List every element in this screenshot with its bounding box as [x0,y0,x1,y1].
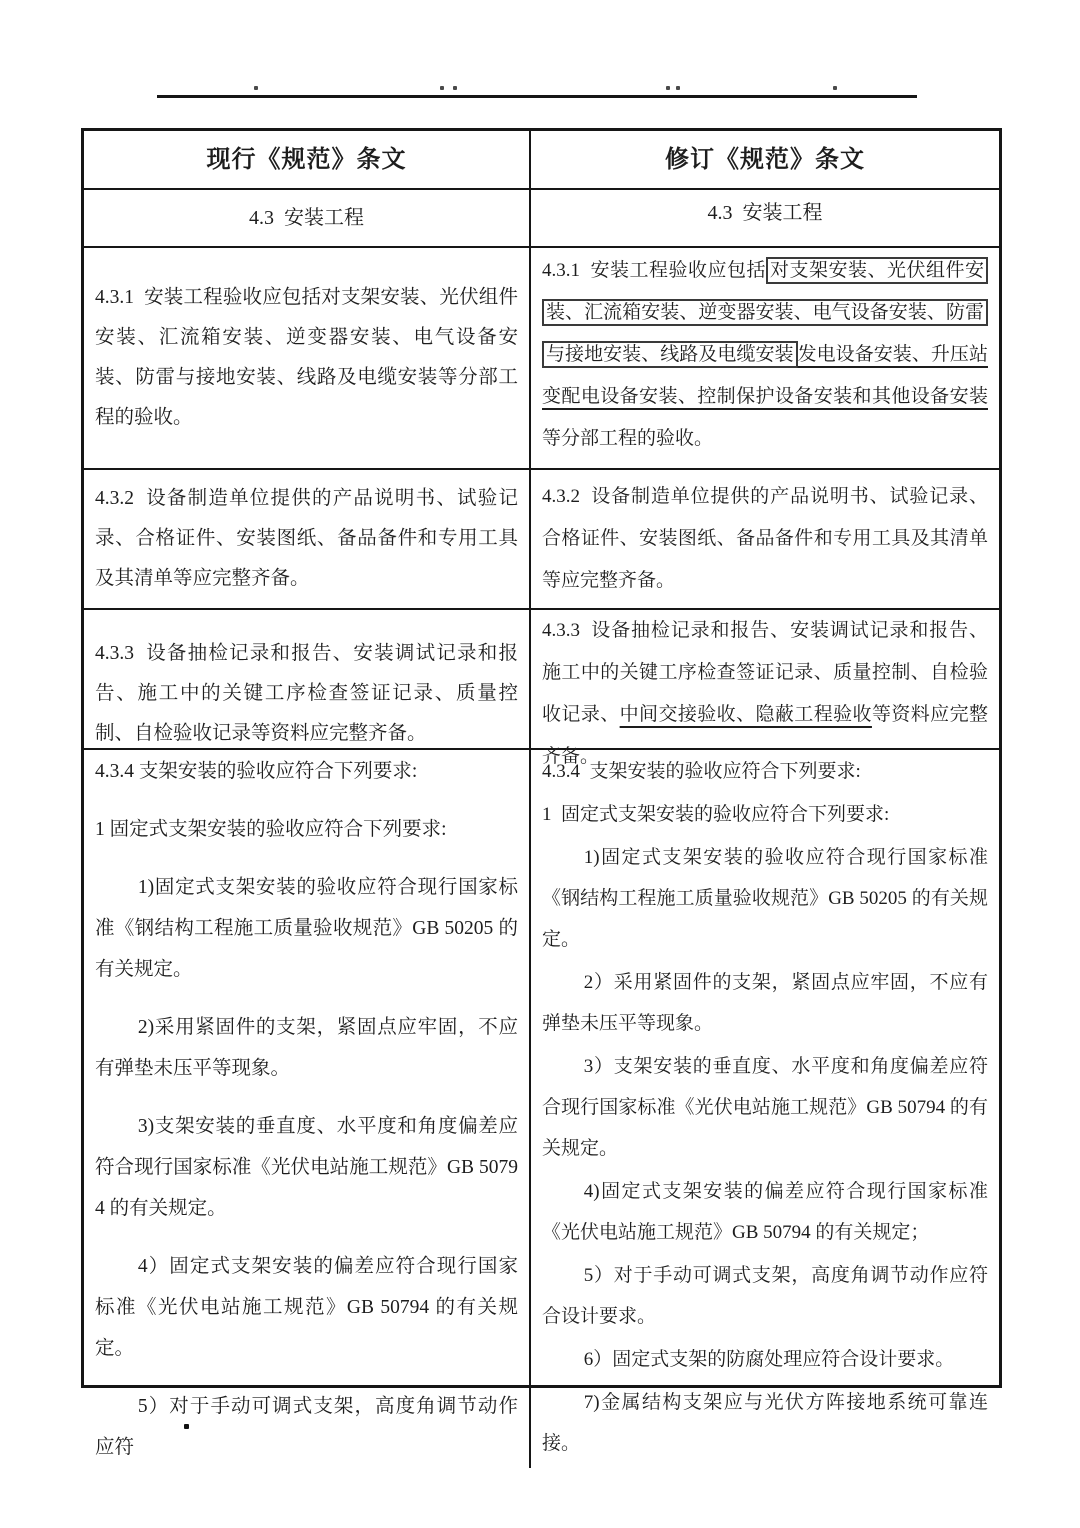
text-segment: 4.3.2 设备制造单位提供的产品说明书、试验记录、合格证件、安装图纸、备品备件和专用工具及其清单等应完整齐备。 [95,488,518,589]
text-segment: 6）固定式支架的防腐处理应符合设计要求。 [583,1349,955,1370]
header-mark [833,86,837,90]
cell-r434-revised [531,750,999,1468]
paragraph [95,867,518,990]
paragraph [542,1046,988,1169]
text-segment: 等分部工程的验收。 [542,428,714,449]
paragraph [542,751,988,792]
section-row [84,190,999,248]
text-segment: 4.3.1 安装工程验收应包括对支架安装、光伏组件安装、汇流箱安装、逆变器安装、电气设备安装、防雷与接地安装、线路及电缆安装等分部工程的验收。 [95,287,518,428]
header-cell-revised: 修订《规范》条文 [665,146,865,173]
paragraph [95,1106,518,1229]
top-rule [157,95,917,98]
paragraph [95,1007,518,1089]
text-segment: 7)金属结构支架应与光伏方阵接地系统可靠连接。 [542,1392,988,1454]
footer-dot [184,1424,189,1429]
text-segment: 3）支架安装的垂直度、水平度和角度偏差应符合现行国家标准《光伏电站施工规范》GB 50794 的有关规定。 [542,1056,988,1159]
paragraph [542,1382,988,1464]
paragraph [95,1386,518,1468]
paragraph [95,278,518,438]
cell-r432-current [84,470,531,608]
paragraph [542,1171,988,1253]
cell-r434-current [84,750,531,1468]
header-cell-current: 现行《规范》条文 [84,131,531,188]
header-mark [676,86,680,90]
paragraph [542,250,988,460]
header-mark [453,86,457,90]
paragraph [95,751,518,792]
text-segment: 4.3.3 设备抽检记录和报告、安装调试记录和报告、施工中的关键工序检查签证记录、质量控制、自检验收记录等资料应完整齐备。 [95,643,518,744]
text-segment: 1 固定式支架安装的验收应符合下列要求: [542,804,890,825]
table-row-r433 [84,610,999,767]
text-segment: 4.3.4 支架安装的验收应符合下列要求: [542,761,861,782]
text-segment: 1)固定式支架安装的验收应符合现行国家标准《钢结构工程施工质量验收规范》GB 50205 的有关规定。 [95,877,518,980]
paragraph [542,837,988,960]
table-header-row [84,131,999,190]
paragraph [95,809,518,850]
paragraph [542,1339,988,1380]
cell-r431-current [84,248,531,468]
text-segment: 4)固定式支架安装的偏差应符合现行国家标准《光伏电站施工规范》GB 50794 的有关规定； [542,1181,988,1243]
text-segment: 1 固定式支架安装的验收应符合下列要求: [95,819,447,840]
underlined-text: 中间交接验收、隐蔽工程验收 [619,704,872,725]
text-segment: 1)固定式支架安装的验收应符合现行国家标准《钢结构工程施工质量验收规范》GB 50205 的有关规定。 [542,847,988,950]
text-segment: 3)支架安装的垂直度、水平度和角度偏差应符合现行国家标准《光伏电站施工规范》GB 50794 的有关规定。 [95,1116,518,1219]
paragraph [542,476,988,602]
section-cell-current: 4.3 安装工程 [84,190,531,246]
underlined-text: 发电设备安装、升压站变配电设备安装、控制保护设备安装和其他设备安装 [542,344,988,407]
table-row-r432 [84,470,999,610]
paragraph [95,1246,518,1369]
cell-r432-revised [531,470,999,608]
text-segment: 2)采用紧固件的支架，紧固点应牢固，不应有弹垫未压平等现象。 [95,1017,518,1079]
text-segment: 4.3.1 安装工程验收应包括 [542,260,766,281]
header-mark [440,86,444,90]
header-mark [254,86,258,90]
paragraph [95,634,518,754]
text-segment: 4.3.2 设备制造单位提供的产品说明书、试验记录、合格证件、安装图纸、备品备件和专用工具及其清单等应完整齐备。 [542,486,988,591]
text-segment: 5）对于手动可调式支架，高度角调节动作应符合设计要求。 [542,1265,988,1327]
paragraph [542,794,988,835]
paragraph [542,1255,988,1337]
text-segment: 2）采用紧固件的支架，紧固点应牢固，不应有弹垫未压平等现象。 [542,972,988,1034]
paragraph [542,962,988,1044]
header-mark [666,86,670,90]
text-segment: 4.3.4 支架安装的验收应符合下列要求: [95,761,418,782]
comparison-table [81,128,1002,1458]
paragraph [95,479,518,599]
text-segment: 等资料应完整齐备。 [542,704,988,767]
boxed-text: 对支架安装、光伏组件安装、汇流箱安装、逆变器安装、电气设备安装、防雷与接地安装、线路及电缆安装 [542,257,988,368]
text-segment: 4.3.3 设备抽检记录和报告、安装调试记录和报告、施工中的关键工序检查签证记录、质量控制、自检验收记录、 [542,620,988,725]
table-row-r434 [84,750,999,1458]
section-cell-revised: 4.3 安装工程 [707,202,823,224]
table-row-r431 [84,248,999,470]
text-segment: 4）固定式支架安装的偏差应符合现行国家标准《光伏电站施工规范》GB 50794 的有关规定。 [95,1256,518,1359]
text-segment: 5）对于手动可调式支架，高度角调节动作应符 [95,1396,518,1458]
cell-r431-revised [531,248,999,468]
table-body [84,248,999,1458]
